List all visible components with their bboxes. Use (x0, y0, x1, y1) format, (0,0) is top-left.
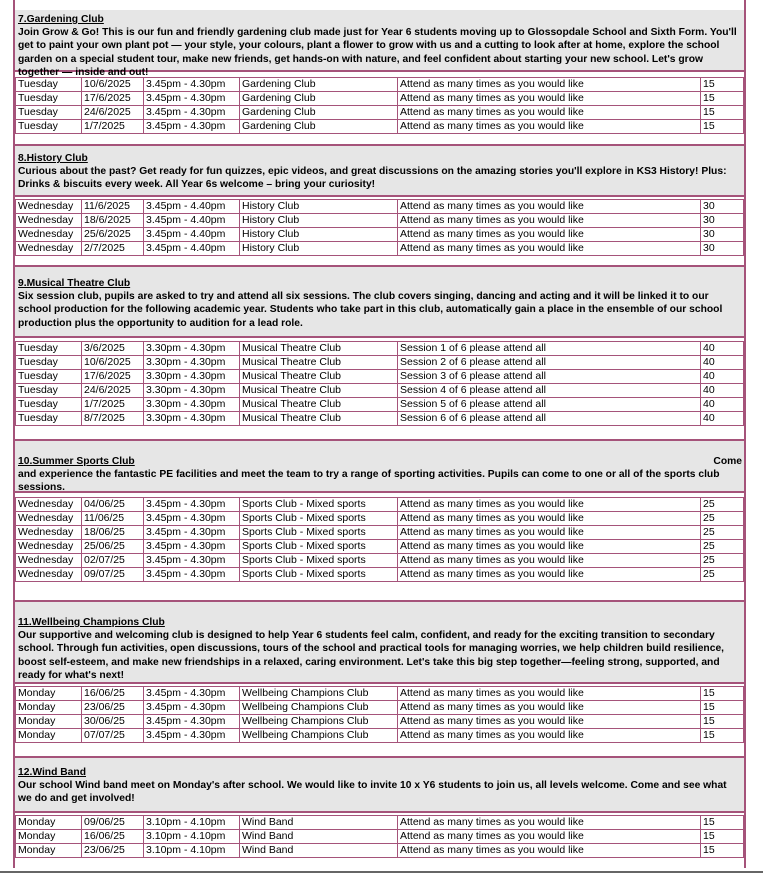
table-row (16, 498, 744, 512)
capacity-cell: 30 (701, 200, 744, 214)
attendance-note-cell: Attend as many times as you would like (398, 228, 701, 242)
date-cell: 25/6/2025 (82, 228, 144, 242)
date-cell: 25/06/25 (82, 540, 144, 554)
session-table (15, 497, 744, 582)
table-row (16, 701, 744, 715)
date-cell: 11/06/25 (82, 512, 144, 526)
club-name-cell: Wellbeing Champions Club (240, 715, 398, 729)
club-name-cell: Wind Band (240, 830, 398, 844)
club-name-cell: Musical Theatre Club (240, 342, 398, 356)
table-row (16, 554, 744, 568)
day-cell: Wednesday (16, 242, 82, 256)
table-row (16, 816, 744, 830)
time-cell: 3.45pm - 4.40pm (144, 228, 240, 242)
time-cell: 3.45pm - 4.30pm (144, 729, 240, 743)
day-cell: Tuesday (16, 92, 82, 106)
club-name-cell: Sports Club - Mixed sports (240, 568, 398, 582)
day-cell: Wednesday (16, 228, 82, 242)
club-name-cell: Gardening Club (240, 92, 398, 106)
time-cell: 3.45pm - 4.30pm (144, 92, 240, 106)
time-cell: 3.45pm - 4.30pm (144, 498, 240, 512)
table-row (16, 78, 744, 92)
table-row (16, 830, 744, 844)
attendance-note-cell: Session 2 of 6 please attend all (398, 356, 701, 370)
attendance-note-cell: Attend as many times as you would like (398, 242, 701, 256)
section-title-tail: Come (713, 456, 742, 467)
section-header (15, 600, 744, 684)
day-cell: Wednesday (16, 568, 82, 582)
attendance-note-cell: Attend as many times as you would like (398, 498, 701, 512)
attendance-note-cell: Attend as many times as you would like (398, 540, 701, 554)
section-description: Six session club, pupils are asked to try and attend all six sessions. The club covers singing, dancing and acting and it will be linked it to our school production for the following academic year. Students who take part in this club, automatically gain a place in the ensemble of our school production plus the opportunity to audition for a lead role. (18, 291, 723, 329)
section-description: Curious about the past? Get ready for fun quizzes, epic videos, and great discussions on the amazing stories you'll explore in KS3 History! Plus: Drinks & biscuits every week. All Year 6s welcome – bring your curiosity! (18, 166, 727, 191)
section-title: 7.Gardening Club (18, 14, 104, 25)
day-cell: Tuesday (16, 106, 82, 120)
attendance-note-cell: Attend as many times as you would like (398, 729, 701, 743)
table-row (16, 398, 744, 412)
table-row (16, 120, 744, 134)
table-row (16, 568, 744, 582)
time-cell: 3.45pm - 4.30pm (144, 526, 240, 540)
attendance-note-cell: Attend as many times as you would like (398, 92, 701, 106)
section-header (15, 756, 744, 813)
section-title-line (18, 455, 742, 468)
date-cell: 04/06/25 (82, 498, 144, 512)
club-schedule-document (13, 0, 746, 868)
club-name-cell: Musical Theatre Club (240, 356, 398, 370)
section-description: and experience the fantastic PE facilities and meet the team to try a range of sporting activities. Pupils can come to one or all of the sports club sessions. (18, 469, 720, 494)
time-cell: 3.45pm - 4.30pm (144, 120, 240, 134)
attendance-note-cell: Session 1 of 6 please attend all (398, 342, 701, 356)
section-description: Our school Wind band meet on Monday's after school. We would like to invite 10 x Y6 students to join us, all levels welcome. Come and see what we do and get involved! (18, 780, 727, 805)
table-row (16, 214, 744, 228)
day-cell: Monday (16, 701, 82, 715)
time-cell: 3.45pm - 4.40pm (144, 200, 240, 214)
table-row (16, 242, 744, 256)
table-row (16, 729, 744, 743)
capacity-cell: 40 (701, 356, 744, 370)
day-cell: Monday (16, 729, 82, 743)
time-cell: 3.10pm - 4.10pm (144, 816, 240, 830)
section-header (15, 265, 744, 338)
day-cell: Tuesday (16, 412, 82, 426)
capacity-cell: 30 (701, 214, 744, 228)
time-cell: 3.45pm - 4.30pm (144, 512, 240, 526)
club-name-cell: Sports Club - Mixed sports (240, 526, 398, 540)
time-cell: 3.30pm - 4.30pm (144, 412, 240, 426)
table-row (16, 526, 744, 540)
day-cell: Wednesday (16, 498, 82, 512)
capacity-cell: 25 (701, 498, 744, 512)
attendance-note-cell: Attend as many times as you would like (398, 214, 701, 228)
club-name-cell: Musical Theatre Club (240, 412, 398, 426)
date-cell: 8/7/2025 (82, 412, 144, 426)
time-cell: 3.45pm - 4.30pm (144, 568, 240, 582)
time-cell: 3.45pm - 4.30pm (144, 701, 240, 715)
date-cell: 24/6/2025 (82, 384, 144, 398)
day-cell: Wednesday (16, 512, 82, 526)
day-cell: Tuesday (16, 78, 82, 92)
date-cell: 2/7/2025 (82, 242, 144, 256)
session-table (15, 199, 744, 256)
club-name-cell: Wellbeing Champions Club (240, 687, 398, 701)
day-cell: Monday (16, 830, 82, 844)
capacity-cell: 40 (701, 342, 744, 356)
capacity-cell: 15 (701, 830, 744, 844)
attendance-note-cell: Session 3 of 6 please attend all (398, 370, 701, 384)
capacity-cell: 15 (701, 715, 744, 729)
section-title: 12.Wind Band (18, 767, 86, 778)
capacity-cell: 25 (701, 526, 744, 540)
capacity-cell: 25 (701, 540, 744, 554)
capacity-cell: 15 (701, 78, 744, 92)
date-cell: 30/06/25 (82, 715, 144, 729)
table-row (16, 384, 744, 398)
attendance-note-cell: Session 4 of 6 please attend all (398, 384, 701, 398)
capacity-cell: 25 (701, 554, 744, 568)
section-title: 10.Summer Sports Club (18, 456, 135, 467)
time-cell: 3.30pm - 4.30pm (144, 370, 240, 384)
club-name-cell: History Club (240, 200, 398, 214)
capacity-cell: 30 (701, 228, 744, 242)
date-cell: 17/6/2025 (82, 370, 144, 384)
club-name-cell: Sports Club - Mixed sports (240, 512, 398, 526)
capacity-cell: 15 (701, 106, 744, 120)
time-cell: 3.45pm - 4.30pm (144, 540, 240, 554)
time-cell: 3.10pm - 4.10pm (144, 830, 240, 844)
time-cell: 3.45pm - 4.40pm (144, 242, 240, 256)
time-cell: 3.45pm - 4.30pm (144, 687, 240, 701)
day-cell: Monday (16, 715, 82, 729)
club-name-cell: Wellbeing Champions Club (240, 701, 398, 715)
time-cell: 3.30pm - 4.30pm (144, 398, 240, 412)
day-cell: Tuesday (16, 370, 82, 384)
table-row (16, 356, 744, 370)
section-description: Join Grow & Go! This is our fun and friendly gardening club made just for Year 6 students moving up to Glossopdale School and Sixth Form. You'll get to paint your own plant pot — your style, your colours, plant a flower to grow with us and a cutting to look after at home, explore the school garden on a special student tour, make new friends, get hands-on with nature, and feel confident about starting your new school. Let's grow together — inside and out! (18, 27, 737, 78)
section-title: 8.History Club (18, 153, 88, 164)
club-name-cell: Wellbeing Champions Club (240, 729, 398, 743)
section-description: Our supportive and welcoming club is designed to help Year 6 students feel calm, confident, and ready for the exciting transition to secondary school. Through fun activities, open discussions, tours of the school and practical tools for managing worries, we help children build resilience, boost self-esteem, and make new friendships in a relaxed, caring environment. Let's take this big step together—feeling strong, supported, and ready for what's next! (18, 630, 725, 681)
capacity-cell: 15 (701, 729, 744, 743)
club-name-cell: History Club (240, 242, 398, 256)
table-row (16, 512, 744, 526)
capacity-cell: 15 (701, 120, 744, 134)
capacity-cell: 15 (701, 816, 744, 830)
section-header (15, 144, 744, 197)
table-row (16, 92, 744, 106)
time-cell: 3.30pm - 4.30pm (144, 384, 240, 398)
section-header (15, 10, 744, 78)
club-name-cell: Gardening Club (240, 78, 398, 92)
club-name-cell: Musical Theatre Club (240, 384, 398, 398)
capacity-cell: 40 (701, 370, 744, 384)
capacity-cell: 25 (701, 512, 744, 526)
date-cell: 10/6/2025 (82, 356, 144, 370)
time-cell: 3.45pm - 4.40pm (144, 214, 240, 228)
attendance-note-cell: Attend as many times as you would like (398, 687, 701, 701)
attendance-note-cell: Attend as many times as you would like (398, 78, 701, 92)
attendance-note-cell: Attend as many times as you would like (398, 526, 701, 540)
date-cell: 18/6/2025 (82, 214, 144, 228)
date-cell: 10/6/2025 (82, 78, 144, 92)
attendance-note-cell: Attend as many times as you would like (398, 816, 701, 830)
club-name-cell: Musical Theatre Club (240, 370, 398, 384)
attendance-note-cell: Attend as many times as you would like (398, 830, 701, 844)
date-cell: 3/6/2025 (82, 342, 144, 356)
day-cell: Monday (16, 844, 82, 858)
time-cell: 3.45pm - 4.30pm (144, 106, 240, 120)
time-cell: 3.45pm - 4.30pm (144, 715, 240, 729)
date-cell: 09/06/25 (82, 816, 144, 830)
capacity-cell: 15 (701, 92, 744, 106)
table-row (16, 200, 744, 214)
day-cell: Monday (16, 816, 82, 830)
attendance-note-cell: Attend as many times as you would like (398, 106, 701, 120)
attendance-note-cell: Session 6 of 6 please attend all (398, 412, 701, 426)
date-cell: 23/06/25 (82, 844, 144, 858)
table-row (16, 106, 744, 120)
date-cell: 24/6/2025 (82, 106, 144, 120)
club-name-cell: Sports Club - Mixed sports (240, 540, 398, 554)
day-cell: Wednesday (16, 200, 82, 214)
capacity-cell: 15 (701, 844, 744, 858)
club-name-cell: History Club (240, 214, 398, 228)
time-cell: 3.30pm - 4.30pm (144, 356, 240, 370)
date-cell: 16/06/25 (82, 830, 144, 844)
table-row (16, 342, 744, 356)
time-cell: 3.45pm - 4.30pm (144, 554, 240, 568)
attendance-note-cell: Attend as many times as you would like (398, 200, 701, 214)
attendance-note-cell: Attend as many times as you would like (398, 554, 701, 568)
day-cell: Wednesday (16, 526, 82, 540)
capacity-cell: 40 (701, 398, 744, 412)
capacity-cell: 40 (701, 412, 744, 426)
time-cell: 3.10pm - 4.10pm (144, 844, 240, 858)
capacity-cell: 40 (701, 384, 744, 398)
club-name-cell: History Club (240, 228, 398, 242)
attendance-note-cell: Attend as many times as you would like (398, 701, 701, 715)
day-cell: Tuesday (16, 398, 82, 412)
session-table (15, 815, 744, 858)
section-header (15, 439, 744, 493)
club-name-cell: Wind Band (240, 844, 398, 858)
day-cell: Wednesday (16, 214, 82, 228)
day-cell: Monday (16, 687, 82, 701)
session-table (15, 77, 744, 134)
time-cell: 3.45pm - 4.30pm (144, 78, 240, 92)
capacity-cell: 25 (701, 568, 744, 582)
date-cell: 16/06/25 (82, 687, 144, 701)
table-row (16, 715, 744, 729)
date-cell: 07/07/25 (82, 729, 144, 743)
date-cell: 09/07/25 (82, 568, 144, 582)
table-row (16, 412, 744, 426)
day-cell: Tuesday (16, 356, 82, 370)
table-row (16, 687, 744, 701)
table-row (16, 844, 744, 858)
section-title: 9.Musical Theatre Club (18, 278, 131, 289)
club-name-cell: Wind Band (240, 816, 398, 830)
club-name-cell: Musical Theatre Club (240, 398, 398, 412)
date-cell: 23/06/25 (82, 701, 144, 715)
attendance-note-cell: Attend as many times as you would like (398, 568, 701, 582)
club-name-cell: Gardening Club (240, 106, 398, 120)
attendance-note-cell: Attend as many times as you would like (398, 844, 701, 858)
club-name-cell: Gardening Club (240, 120, 398, 134)
time-cell: 3.30pm - 4.30pm (144, 342, 240, 356)
table-row (16, 228, 744, 242)
club-name-cell: Sports Club - Mixed sports (240, 498, 398, 512)
day-cell: Tuesday (16, 120, 82, 134)
day-cell: Wednesday (16, 540, 82, 554)
attendance-note-cell: Attend as many times as you would like (398, 512, 701, 526)
attendance-note-cell: Attend as many times as you would like (398, 120, 701, 134)
date-cell: 1/7/2025 (82, 398, 144, 412)
session-table (15, 341, 744, 426)
table-row (16, 540, 744, 554)
capacity-cell: 15 (701, 701, 744, 715)
capacity-cell: 30 (701, 242, 744, 256)
table-row (16, 370, 744, 384)
day-cell: Wednesday (16, 554, 82, 568)
capacity-cell: 15 (701, 687, 744, 701)
date-cell: 17/6/2025 (82, 92, 144, 106)
day-cell: Tuesday (16, 384, 82, 398)
date-cell: 1/7/2025 (82, 120, 144, 134)
date-cell: 11/6/2025 (82, 200, 144, 214)
attendance-note-cell: Attend as many times as you would like (398, 715, 701, 729)
section-title: 11.Wellbeing Champions Club (18, 617, 165, 628)
date-cell: 18/06/25 (82, 526, 144, 540)
date-cell: 02/07/25 (82, 554, 144, 568)
club-name-cell: Sports Club - Mixed sports (240, 554, 398, 568)
attendance-note-cell: Session 5 of 6 please attend all (398, 398, 701, 412)
day-cell: Tuesday (16, 342, 82, 356)
session-table (15, 686, 744, 743)
